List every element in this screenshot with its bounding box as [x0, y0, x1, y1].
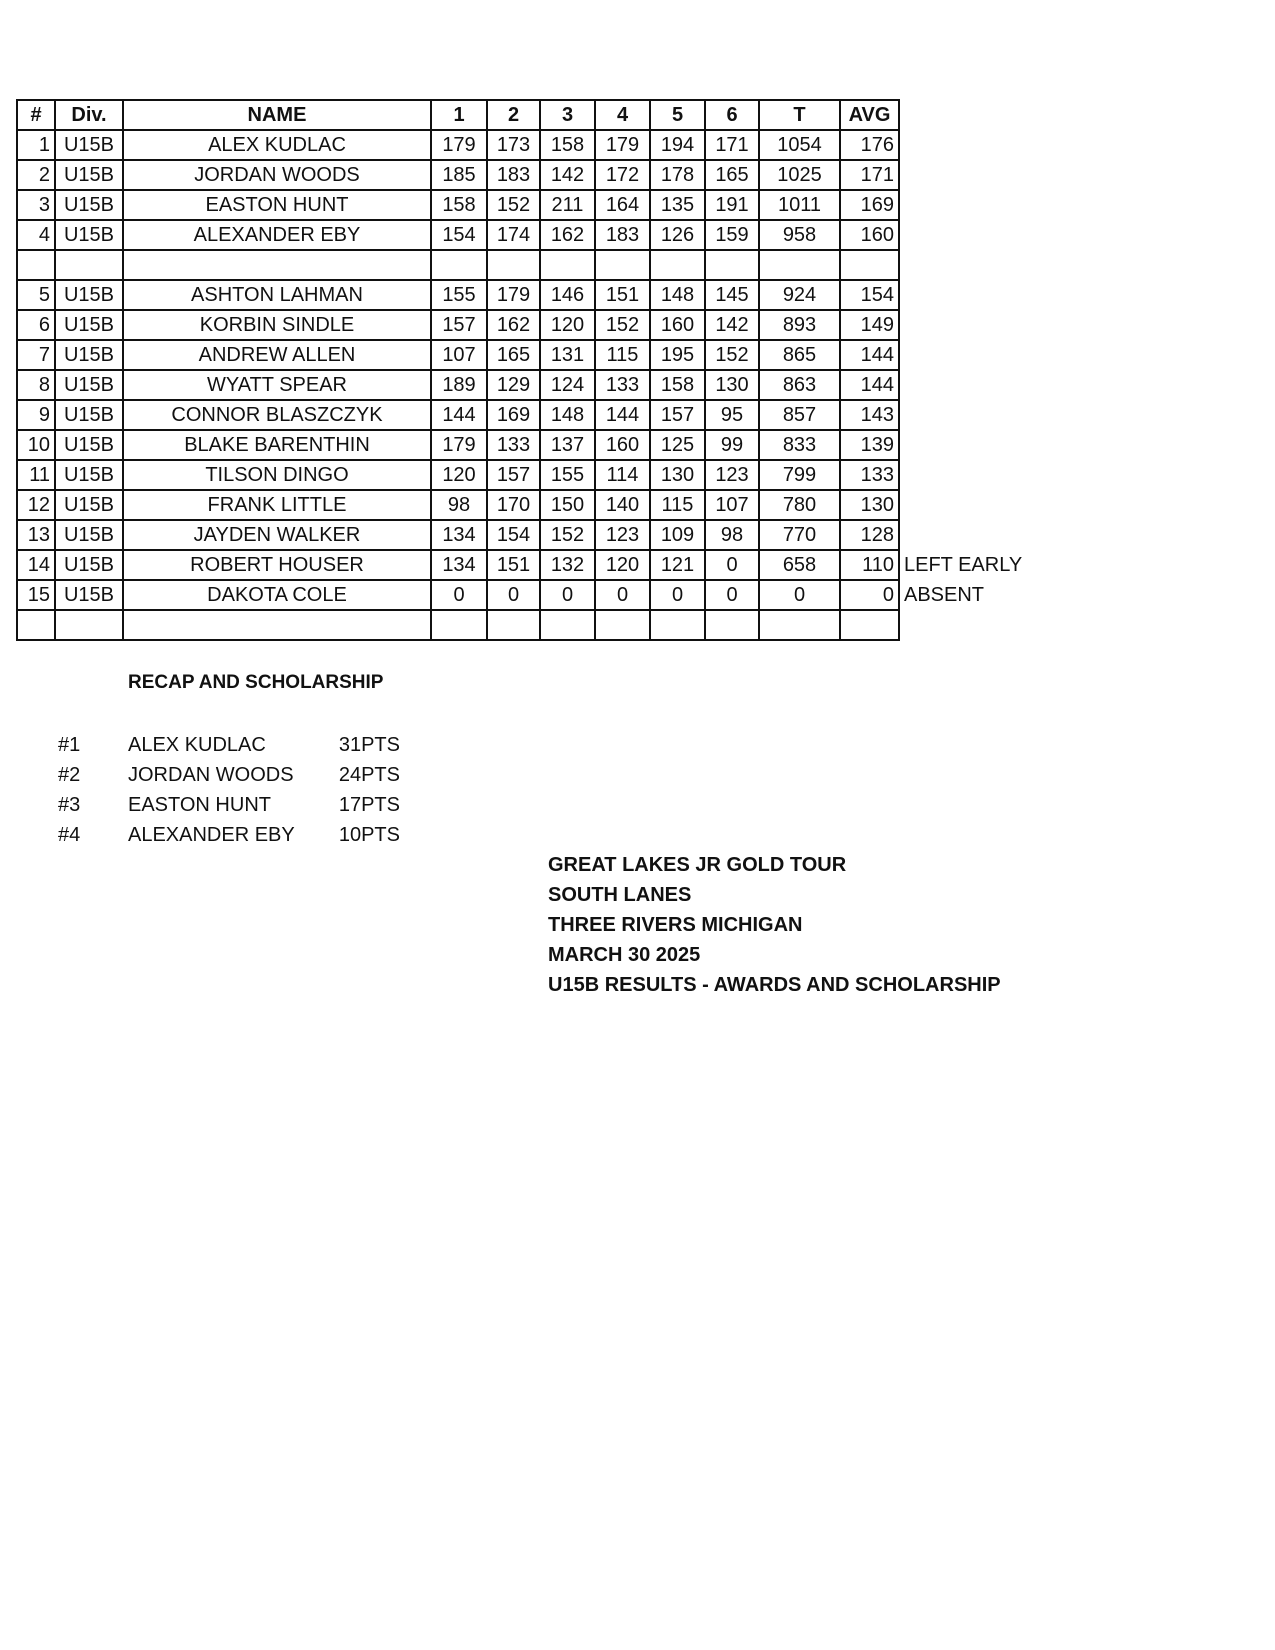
- rank-cell: 8: [17, 370, 55, 400]
- game-3-cell: 146: [540, 280, 595, 310]
- game-3-cell: 137: [540, 430, 595, 460]
- game-4-cell: [595, 250, 650, 280]
- game-1-cell: 185: [431, 160, 487, 190]
- game-1-cell: 144: [431, 400, 487, 430]
- game-6-cell: 191: [705, 190, 759, 220]
- rank-cell: 11: [17, 460, 55, 490]
- table-row: [17, 190, 899, 220]
- game-2-cell: [487, 610, 540, 640]
- average-cell: 169: [840, 190, 899, 220]
- header-game-2: 2: [487, 100, 540, 130]
- game-6-cell: [705, 250, 759, 280]
- game-6-cell: 107: [705, 490, 759, 520]
- game-5-cell: 194: [650, 130, 705, 160]
- game-1-cell: 154: [431, 220, 487, 250]
- total-cell: [759, 250, 840, 280]
- game-2-cell: 152: [487, 190, 540, 220]
- total-cell: 770: [759, 520, 840, 550]
- game-4-cell: 151: [595, 280, 650, 310]
- table-row: [17, 310, 899, 340]
- game-2-cell: 165: [487, 340, 540, 370]
- game-2-cell: 179: [487, 280, 540, 310]
- game-1-cell: 179: [431, 430, 487, 460]
- division-cell: U15B: [55, 430, 123, 460]
- event-info: [548, 850, 1001, 1000]
- game-6-cell: 171: [705, 130, 759, 160]
- game-3-cell: 132: [540, 550, 595, 580]
- total-cell: 1025: [759, 160, 840, 190]
- average-cell: 144: [840, 340, 899, 370]
- game-4-cell: 114: [595, 460, 650, 490]
- average-cell: 144: [840, 370, 899, 400]
- division-cell: U15B: [55, 400, 123, 430]
- game-2-cell: [487, 250, 540, 280]
- division-cell: U15B: [55, 190, 123, 220]
- recap-name: JORDAN WOODS: [128, 764, 294, 786]
- division-cell: U15B: [55, 520, 123, 550]
- row-status-note: ABSENT: [904, 584, 985, 606]
- game-2-cell: 157: [487, 460, 540, 490]
- average-cell: 128: [840, 520, 899, 550]
- game-1-cell: 157: [431, 310, 487, 340]
- rank-cell: 14: [17, 550, 55, 580]
- game-4-cell: [595, 610, 650, 640]
- game-6-cell: 0: [705, 550, 759, 580]
- total-cell: 893: [759, 310, 840, 340]
- recap-item: [58, 730, 400, 760]
- game-3-cell: [540, 250, 595, 280]
- game-4-cell: 133: [595, 370, 650, 400]
- average-cell: 133: [840, 460, 899, 490]
- game-5-cell: 157: [650, 400, 705, 430]
- header-total: T: [759, 100, 840, 130]
- game-6-cell: [705, 610, 759, 640]
- game-4-cell: 160: [595, 430, 650, 460]
- header-average: AVG: [840, 100, 899, 130]
- division-cell: [55, 250, 123, 280]
- recap-place: #2: [58, 764, 81, 786]
- header-game-5: 5: [650, 100, 705, 130]
- event-info-line: THREE RIVERS MICHIGAN: [548, 914, 803, 936]
- name-cell: BLAKE BARENTHIN: [123, 430, 431, 460]
- average-cell: [840, 250, 899, 280]
- game-2-cell: 162: [487, 310, 540, 340]
- division-cell: [55, 610, 123, 640]
- game-6-cell: 0: [705, 580, 759, 610]
- recap-list: [58, 730, 400, 850]
- recap-points: 24PTS: [338, 764, 400, 786]
- recap-name: ALEXANDER EBY: [128, 824, 295, 846]
- results-body: [17, 130, 899, 640]
- name-cell: ALEXANDER EBY: [123, 220, 431, 250]
- game-5-cell: 115: [650, 490, 705, 520]
- table-row: [17, 400, 899, 430]
- rank-cell: 9: [17, 400, 55, 430]
- game-3-cell: 0: [540, 580, 595, 610]
- game-3-cell: 155: [540, 460, 595, 490]
- name-cell: KORBIN SINDLE: [123, 310, 431, 340]
- game-1-cell: 134: [431, 520, 487, 550]
- game-1-cell: [431, 250, 487, 280]
- recap-place: #3: [58, 794, 81, 816]
- game-1-cell: 158: [431, 190, 487, 220]
- header-game-3: 3: [540, 100, 595, 130]
- game-1-cell: 134: [431, 550, 487, 580]
- game-5-cell: 126: [650, 220, 705, 250]
- rank-cell: 7: [17, 340, 55, 370]
- total-cell: 658: [759, 550, 840, 580]
- name-cell: ASHTON LAHMAN: [123, 280, 431, 310]
- division-cell: U15B: [55, 490, 123, 520]
- rank-cell: [17, 250, 55, 280]
- game-4-cell: 172: [595, 160, 650, 190]
- event-info-line: MARCH 30 2025: [548, 944, 701, 966]
- game-3-cell: 162: [540, 220, 595, 250]
- average-cell: 139: [840, 430, 899, 460]
- average-cell: 110: [840, 550, 899, 580]
- average-cell: 171: [840, 160, 899, 190]
- rank-cell: 2: [17, 160, 55, 190]
- total-cell: 1054: [759, 130, 840, 160]
- game-2-cell: 183: [487, 160, 540, 190]
- recap-item: [58, 760, 400, 790]
- table-row: [17, 340, 899, 370]
- recap-name: ALEX KUDLAC: [128, 734, 266, 756]
- table-row: [17, 490, 899, 520]
- total-cell: 857: [759, 400, 840, 430]
- table-row: [17, 160, 899, 190]
- average-cell: 0: [840, 580, 899, 610]
- name-cell: DAKOTA COLE: [123, 580, 431, 610]
- game-1-cell: 107: [431, 340, 487, 370]
- game-4-cell: 144: [595, 400, 650, 430]
- game-3-cell: 211: [540, 190, 595, 220]
- game-3-cell: 124: [540, 370, 595, 400]
- game-6-cell: 98: [705, 520, 759, 550]
- game-6-cell: 123: [705, 460, 759, 490]
- total-cell: 0: [759, 580, 840, 610]
- game-4-cell: 140: [595, 490, 650, 520]
- recap-points: 31PTS: [338, 734, 400, 756]
- table-row: [17, 220, 899, 250]
- table-row: [17, 280, 899, 310]
- rank-cell: 3: [17, 190, 55, 220]
- recap-place: #1: [58, 734, 81, 756]
- total-cell: 1011: [759, 190, 840, 220]
- name-cell: JAYDEN WALKER: [123, 520, 431, 550]
- game-5-cell: 158: [650, 370, 705, 400]
- event-info-line: GREAT LAKES JR GOLD TOUR: [548, 854, 847, 876]
- name-cell: ALEX KUDLAC: [123, 130, 431, 160]
- table-row: [17, 610, 899, 640]
- game-1-cell: 0: [431, 580, 487, 610]
- game-6-cell: 99: [705, 430, 759, 460]
- row-status-note: LEFT EARLY: [904, 554, 1023, 576]
- game-3-cell: 148: [540, 400, 595, 430]
- recap-title: RECAP AND SCHOLARSHIP: [128, 672, 384, 693]
- game-2-cell: 169: [487, 400, 540, 430]
- game-4-cell: 179: [595, 130, 650, 160]
- game-2-cell: 0: [487, 580, 540, 610]
- game-5-cell: [650, 610, 705, 640]
- game-5-cell: 121: [650, 550, 705, 580]
- division-cell: U15B: [55, 310, 123, 340]
- rank-cell: 5: [17, 280, 55, 310]
- game-4-cell: 183: [595, 220, 650, 250]
- recap-points: 10PTS: [338, 824, 400, 846]
- recap-points: 17PTS: [338, 794, 400, 816]
- name-cell: EASTON HUNT: [123, 190, 431, 220]
- game-3-cell: 158: [540, 130, 595, 160]
- game-1-cell: 98: [431, 490, 487, 520]
- game-4-cell: 0: [595, 580, 650, 610]
- average-cell: 130: [840, 490, 899, 520]
- game-2-cell: 174: [487, 220, 540, 250]
- game-6-cell: 152: [705, 340, 759, 370]
- event-info-line: U15B RESULTS - AWARDS AND SCHOLARSHIP: [548, 974, 1001, 996]
- header-game-6: 6: [705, 100, 759, 130]
- name-cell: ANDREW ALLEN: [123, 340, 431, 370]
- table-row: [17, 370, 899, 400]
- game-2-cell: 170: [487, 490, 540, 520]
- recap-item: [58, 820, 400, 850]
- game-5-cell: 125: [650, 430, 705, 460]
- game-3-cell: 120: [540, 310, 595, 340]
- average-cell: 160: [840, 220, 899, 250]
- game-2-cell: 154: [487, 520, 540, 550]
- game-3-cell: 150: [540, 490, 595, 520]
- game-2-cell: 151: [487, 550, 540, 580]
- game-5-cell: [650, 250, 705, 280]
- game-4-cell: 164: [595, 190, 650, 220]
- division-cell: U15B: [55, 130, 123, 160]
- total-cell: 833: [759, 430, 840, 460]
- name-cell: [123, 610, 431, 640]
- rank-cell: [17, 610, 55, 640]
- game-1-cell: 179: [431, 130, 487, 160]
- name-cell: ROBERT HOUSER: [123, 550, 431, 580]
- rank-cell: 6: [17, 310, 55, 340]
- total-cell: 799: [759, 460, 840, 490]
- header-game-1: 1: [431, 100, 487, 130]
- total-cell: 865: [759, 340, 840, 370]
- rank-cell: 4: [17, 220, 55, 250]
- total-cell: 780: [759, 490, 840, 520]
- game-5-cell: 160: [650, 310, 705, 340]
- name-cell: TILSON DINGO: [123, 460, 431, 490]
- recap-name: EASTON HUNT: [128, 794, 271, 816]
- table-row: [17, 520, 899, 550]
- name-cell: JORDAN WOODS: [123, 160, 431, 190]
- division-cell: U15B: [55, 550, 123, 580]
- average-cell: 149: [840, 310, 899, 340]
- game-4-cell: 152: [595, 310, 650, 340]
- game-5-cell: 0: [650, 580, 705, 610]
- rank-cell: 15: [17, 580, 55, 610]
- game-3-cell: 131: [540, 340, 595, 370]
- game-5-cell: 130: [650, 460, 705, 490]
- game-4-cell: 120: [595, 550, 650, 580]
- header-name: NAME: [123, 100, 431, 130]
- game-4-cell: 123: [595, 520, 650, 550]
- game-5-cell: 178: [650, 160, 705, 190]
- game-6-cell: 142: [705, 310, 759, 340]
- game-3-cell: [540, 610, 595, 640]
- rank-cell: 1: [17, 130, 55, 160]
- table-row: [17, 430, 899, 460]
- total-cell: 863: [759, 370, 840, 400]
- game-2-cell: 133: [487, 430, 540, 460]
- game-6-cell: 95: [705, 400, 759, 430]
- name-cell: FRANK LITTLE: [123, 490, 431, 520]
- name-cell: [123, 250, 431, 280]
- game-4-cell: 115: [595, 340, 650, 370]
- table-row: [17, 580, 899, 610]
- table-row: [17, 250, 899, 280]
- game-5-cell: 148: [650, 280, 705, 310]
- header-division: Div.: [55, 100, 123, 130]
- division-cell: U15B: [55, 460, 123, 490]
- name-cell: WYATT SPEAR: [123, 370, 431, 400]
- header-rank: #: [17, 100, 55, 130]
- game-6-cell: 165: [705, 160, 759, 190]
- header-game-4: 4: [595, 100, 650, 130]
- game-3-cell: 152: [540, 520, 595, 550]
- division-cell: U15B: [55, 340, 123, 370]
- rank-cell: 10: [17, 430, 55, 460]
- game-1-cell: 189: [431, 370, 487, 400]
- rank-cell: 13: [17, 520, 55, 550]
- division-cell: U15B: [55, 220, 123, 250]
- division-cell: U15B: [55, 160, 123, 190]
- results-table: [16, 99, 900, 641]
- total-cell: 924: [759, 280, 840, 310]
- division-cell: U15B: [55, 280, 123, 310]
- game-1-cell: [431, 610, 487, 640]
- table-row: [17, 550, 899, 580]
- game-6-cell: 130: [705, 370, 759, 400]
- average-cell: 176: [840, 130, 899, 160]
- table-header-row: [17, 100, 899, 130]
- division-cell: U15B: [55, 580, 123, 610]
- game-5-cell: 109: [650, 520, 705, 550]
- recap-place: #4: [58, 824, 81, 846]
- game-1-cell: 155: [431, 280, 487, 310]
- event-info-line: SOUTH LANES: [548, 884, 692, 906]
- game-2-cell: 129: [487, 370, 540, 400]
- average-cell: 143: [840, 400, 899, 430]
- game-2-cell: 173: [487, 130, 540, 160]
- table-row: [17, 460, 899, 490]
- game-6-cell: 159: [705, 220, 759, 250]
- game-6-cell: 145: [705, 280, 759, 310]
- table-row: [17, 130, 899, 160]
- average-cell: 154: [840, 280, 899, 310]
- average-cell: [840, 610, 899, 640]
- game-5-cell: 195: [650, 340, 705, 370]
- total-cell: 958: [759, 220, 840, 250]
- game-5-cell: 135: [650, 190, 705, 220]
- recap-item: [58, 790, 400, 820]
- game-1-cell: 120: [431, 460, 487, 490]
- division-cell: U15B: [55, 370, 123, 400]
- total-cell: [759, 610, 840, 640]
- game-3-cell: 142: [540, 160, 595, 190]
- rank-cell: 12: [17, 490, 55, 520]
- name-cell: CONNOR BLASZCZYK: [123, 400, 431, 430]
